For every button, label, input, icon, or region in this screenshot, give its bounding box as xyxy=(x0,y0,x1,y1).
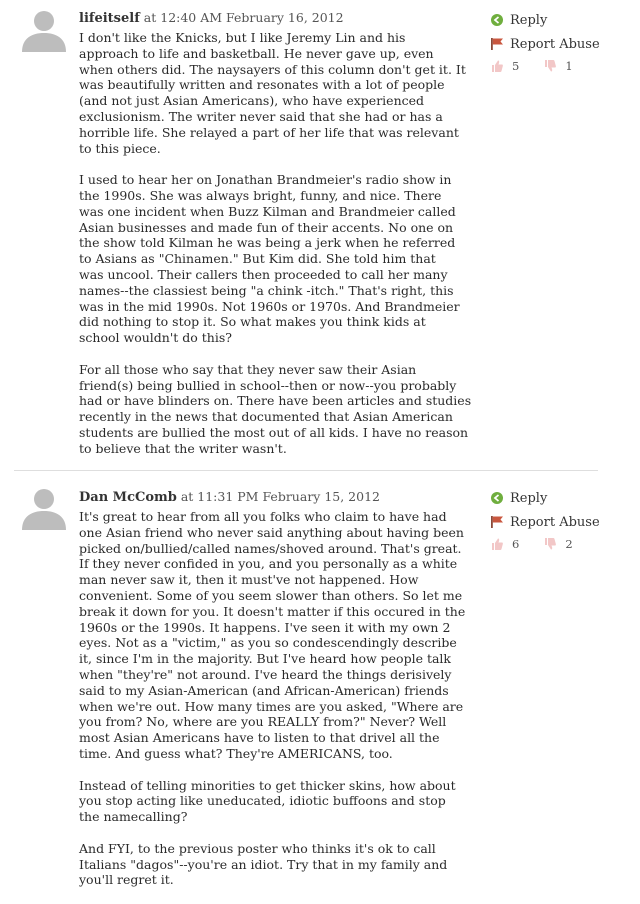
up-vote-count: 6 xyxy=(512,537,520,551)
reply-arrow-icon xyxy=(488,13,506,27)
comment-item xyxy=(0,478,640,896)
reply-button[interactable] xyxy=(488,486,638,510)
comment-timestamp: at 12:40 AM February 16, 2012 xyxy=(139,10,344,25)
thumbs-down-button[interactable] xyxy=(543,59,572,73)
comment-body xyxy=(79,489,473,904)
default-avatar-icon xyxy=(18,8,70,52)
flag-icon xyxy=(488,515,506,529)
comment-author[interactable]: Dan McComb xyxy=(79,490,177,505)
vote-row xyxy=(488,56,638,76)
comment-meta xyxy=(79,10,473,27)
thumbs-up-icon xyxy=(490,59,504,73)
default-avatar-icon xyxy=(18,486,70,530)
reply-arrow-icon xyxy=(488,491,506,505)
comment-paragraph: It's great to hear from all you folks who claim to have had one Asian friend who never said anything about having been picked on/bullied/called names/shoved around. That's great. If they never confided in you, and you personally as a white man never saw it, then it must've not happened. How convenient. Some of you seem slower than others. So let me break it down for you. It doesn't matter if this occured in the 1960s or the 1990s. It happens. I've seen it with my own 2 eyes. Not as a "victim," as you so condescendingly describe it, since I'm in the majority. But I've heard how people talk when "they're" not around. I've heard the things derisively said to my Asian-American (and African-American) friends when we're out. How many times are you asked, "Where are you from? No, where are you REALLY from?" Never? Well most Asian Americans have to listen to that drivel all the time. And guess what? They're AMERICANS, too. xyxy=(79,509,466,761)
comment-author[interactable]: lifeitself xyxy=(79,11,140,26)
down-vote-count: 1 xyxy=(565,59,573,73)
thumbs-down-button[interactable] xyxy=(543,537,572,551)
up-vote-count: 5 xyxy=(512,59,520,73)
reply-label: Reply xyxy=(510,490,548,506)
report-abuse-label: Report Abuse xyxy=(510,514,600,530)
report-abuse-button[interactable] xyxy=(488,510,638,534)
comment-actions xyxy=(488,486,638,554)
down-vote-count: 2 xyxy=(565,537,573,551)
comment-paragraph: For all those who say that they never saw their Asian friend(s) being bullied in school--then or now--you probably had or have blinders on. There have been articles and studies recently in the news that documented that Asian American students are bullied the most out of all kids. I have no reason to believe that the writer wasn't. xyxy=(79,361,472,456)
comment-paragraph: And FYI, to the previous poster who thinks it's ok to call Italians "dagos"--you're an idiot. Try that in my family and you'll regret it. xyxy=(79,840,448,888)
reply-button[interactable] xyxy=(488,8,638,32)
thumbs-up-icon xyxy=(490,537,504,551)
comment-timestamp: at 11:31 PM February 15, 2012 xyxy=(176,489,380,504)
flag-icon xyxy=(488,37,506,51)
thumbs-down-icon xyxy=(543,59,557,73)
comment-paragraph: I used to hear her on Jonathan Brandmeier's radio show in the 1990s. She was always bright, funny, and nice. There was one incident when Buzz Kilman and Brandmeier called Asian businesses and made fun of their accents. No one on the show told Kilman he was being a jerk when he referred to Asians as "Chinamen." But Kim did. She told him that was uncool. Their callers then proceeded to call her many names--the classiest being "a chink -itch." That's right, this was in the mid 1990s. Not 1960s or 1970s. And Brandmeier did nothing to stop it. So what makes you think kids at school wouldn't do this? xyxy=(79,172,460,346)
thumbs-down-icon xyxy=(543,537,557,551)
thumbs-up-button[interactable] xyxy=(490,59,519,73)
vote-row xyxy=(488,534,638,554)
comment-divider xyxy=(14,470,598,471)
comment-paragraph: I don't like the Knicks, but I like Jeremy Lin and his approach to life and basketball. He never gave up, even when others did. The naysayers of this column don't get it. It was beautifully written and resonates with a lot of people (and not just Asian Americans), who have experienced exclusionism. The writer never said that she had or has a horrible life. She relayed a part of her life that was relevant to this piece. xyxy=(79,30,466,156)
comment-paragraph: Instead of telling minorities to get thicker skins, how about you stop acting like uneducated, idiotic buffoons and stop the namecalling? xyxy=(79,777,456,825)
reply-label: Reply xyxy=(510,12,548,28)
report-abuse-label: Report Abuse xyxy=(510,36,600,52)
thumbs-up-button[interactable] xyxy=(490,537,519,551)
comment-meta xyxy=(79,489,473,506)
comment-body xyxy=(79,10,473,472)
comment-actions xyxy=(488,8,638,76)
report-abuse-button[interactable] xyxy=(488,32,638,56)
